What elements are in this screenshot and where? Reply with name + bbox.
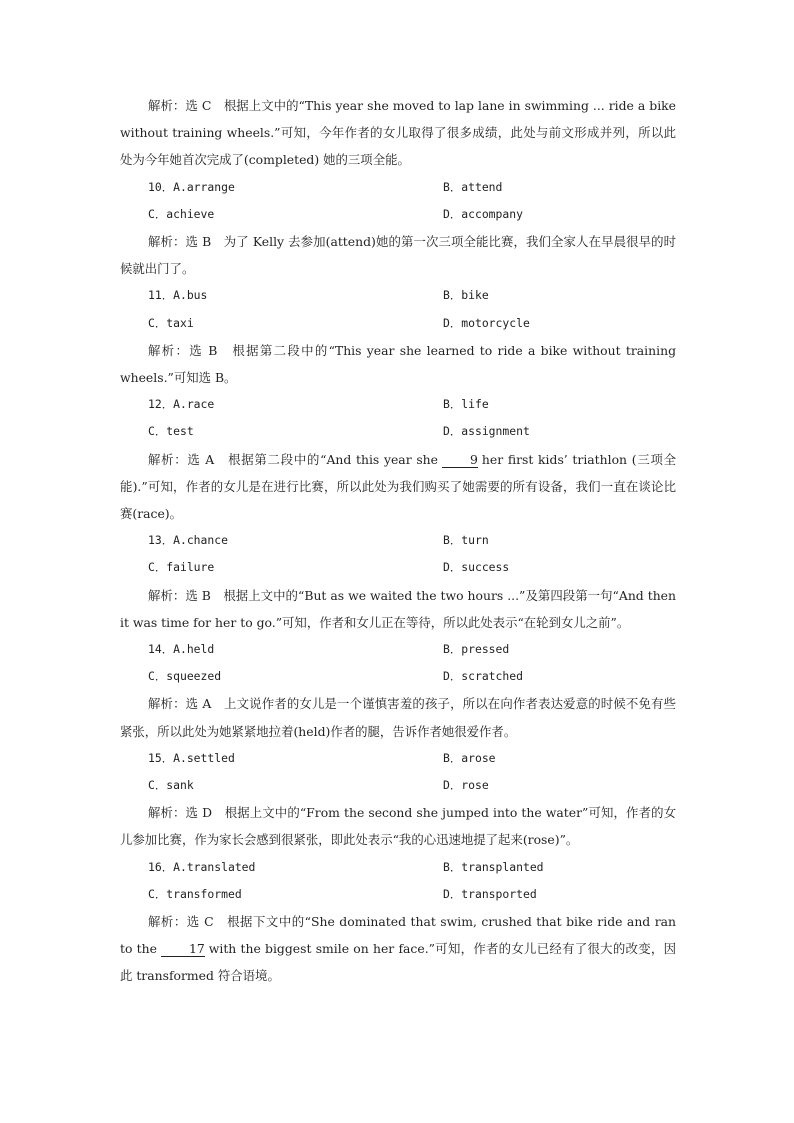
option-right: D．assignment <box>443 424 530 439</box>
option-left: 10．A.arrange <box>148 179 235 194</box>
explanation-paragraph: 解析：选 B 根据第二段中的“This year she learned to ride a bike without training wheels.”可知选 B。 <box>120 342 676 385</box>
explanation-paragraph: 解析：选 C 根据上文中的“This year she moved to lap lane in swimming ... ride a bike without training wheels.”可知，今年作者的女儿取得了很多成绩，此处与前文形成并列，所以此处为今年她首次完成了(completed) 她的三项全能。 <box>120 98 676 168</box>
option-row <box>120 881 676 908</box>
option-left: C．test <box>148 424 194 439</box>
blank-number: 9 <box>442 453 478 468</box>
option-left: C．squeezed <box>148 669 222 684</box>
explanation-paragraph: 解析：选 D 根据上文中的“From the second she jumped into the water”可知，作者的女儿参加比赛，作为家长会感到很紧张，即此处表示“我的心迅速地提了起来(rose)”。 <box>120 805 676 848</box>
explanation-text: with the biggest smile on her face.”可知，作者的女儿已经有了很大的改变，因此 transformed 符合语境。 <box>120 941 676 984</box>
option-row <box>120 527 676 554</box>
option-left: C．failure <box>148 560 215 575</box>
explanation-text: 解析：选 C 根据下文中的“She dominated that swim, crushed that bike ride and ran to the <box>120 913 676 957</box>
option-row <box>120 772 676 799</box>
blank-number: 17 <box>161 942 205 957</box>
option-right: B．transplanted <box>443 859 544 874</box>
option-right: D．motorcycle <box>443 315 530 330</box>
option-row <box>120 201 676 228</box>
option-left: 15．A.settled <box>148 750 235 765</box>
explanation-paragraph <box>120 446 676 528</box>
option-row <box>120 282 676 309</box>
option-row <box>120 636 676 663</box>
option-right: B．turn <box>443 533 489 548</box>
option-right: D．accompany <box>443 206 523 221</box>
option-left: C．taxi <box>148 315 194 330</box>
option-left: C．sank <box>148 777 194 792</box>
option-right: D．rose <box>443 777 489 792</box>
option-left: 14．A.held <box>148 641 215 656</box>
option-row <box>120 745 676 772</box>
option-left: 13．A.chance <box>148 533 228 548</box>
option-right: B．life <box>443 397 489 412</box>
explanation-text: her first kids’ triathlon (三项全能).”可知，作者的女儿是在进行比赛，所以此处为我们购买了她需要的所有设备，我们一直在谈论比赛(race)。 <box>120 451 676 521</box>
option-row <box>120 391 676 418</box>
explanation-paragraph: 解析：选 B 为了 Kelly 去参加(attend)她的第一次三项全能比赛，我们全家人在早晨很早的时候就出门了。 <box>120 233 676 277</box>
option-row <box>120 854 676 881</box>
option-row <box>120 554 676 581</box>
option-row <box>120 663 676 690</box>
option-left: 16．A.translated <box>148 859 256 874</box>
option-left: C．achieve <box>148 206 215 221</box>
option-row <box>120 310 676 337</box>
answer-key-document <box>120 92 676 989</box>
option-row <box>120 418 676 445</box>
option-right: D．scratched <box>443 669 523 684</box>
option-row <box>120 174 676 201</box>
option-left: 12．A.race <box>148 397 215 412</box>
explanation-text: 解析：选 A 根据第二段中的“And this year she <box>148 451 438 467</box>
option-right: B．arose <box>443 750 496 765</box>
explanation-paragraph: 解析：选 B 根据上文中的“But as we waited the two hours ...”及第四段第一句“And then it was time for her to go.”可知，作者和女儿正在等待，所以此处表示“在轮到女儿之前”。 <box>120 587 676 630</box>
option-right: B．pressed <box>443 641 510 656</box>
explanation-paragraph: 解析：选 A 上文说作者的女儿是一个谨慎害羞的孩子，所以在向作者表达爱意的时候不免有些紧张，所以此处为她紧紧地拉着(held)作者的腿，告诉作者她很爱作者。 <box>120 696 676 739</box>
option-right: D．transported <box>443 886 537 901</box>
option-left: C．transformed <box>148 886 242 901</box>
option-right: B．attend <box>443 179 503 194</box>
option-right: D．success <box>443 560 510 575</box>
explanation-paragraph <box>120 908 676 990</box>
option-left: 11．A.bus <box>148 288 208 303</box>
option-right: B．bike <box>443 288 489 303</box>
